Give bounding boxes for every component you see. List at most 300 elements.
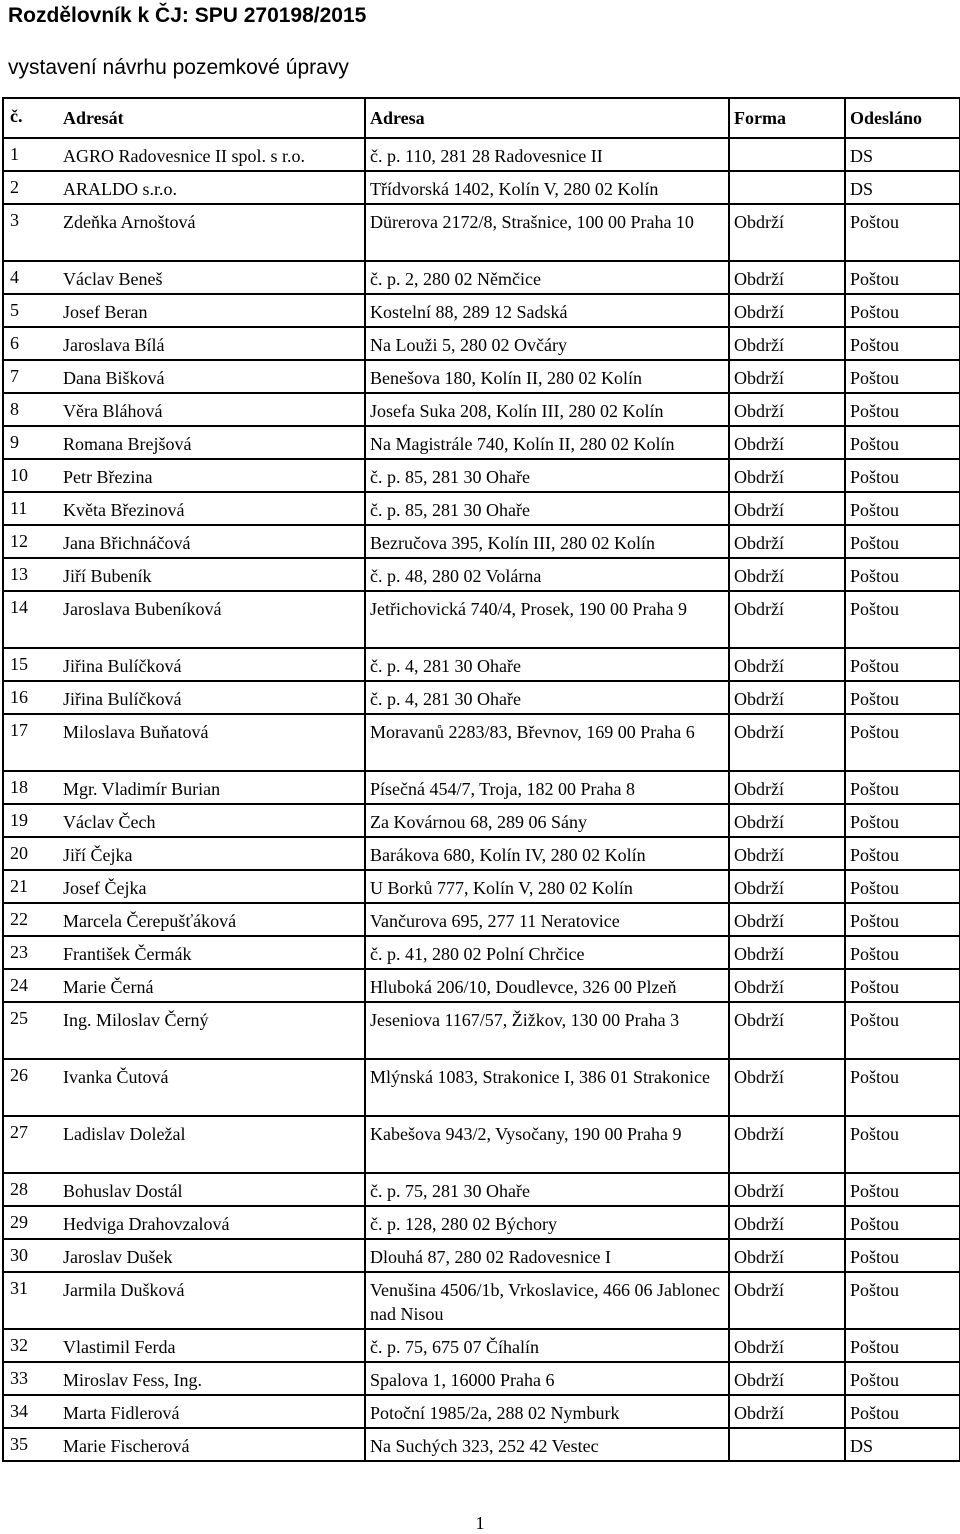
address-cell [365, 294, 729, 327]
sent-method: Poštou [850, 212, 900, 232]
address-cell [365, 1362, 729, 1395]
sent-cell [845, 837, 960, 870]
table-row [3, 1272, 960, 1329]
recipient-cell [3, 558, 365, 591]
table-row [3, 771, 960, 804]
sent-method: Poštou [850, 779, 900, 799]
delivery-form: Obdrží [734, 722, 784, 742]
address-cell [365, 360, 729, 393]
recipient-address: č. p. 110, 281 28 Radovesnice II [370, 146, 603, 166]
table-row [3, 327, 960, 360]
sent-cell [845, 1239, 960, 1272]
recipient-cell [3, 261, 365, 294]
form-cell [729, 393, 845, 426]
delivery-form [730, 139, 844, 144]
form-cell [729, 1395, 845, 1428]
table-row [3, 936, 960, 969]
address-cell [365, 1329, 729, 1362]
row-number: 25 [10, 1008, 28, 1028]
delivery-form: Obdrží [734, 911, 784, 931]
sent-cell [845, 1395, 960, 1428]
address-cell [365, 870, 729, 903]
document-subtitle: vystavení návrhu pozemkové úpravy [8, 56, 349, 79]
recipient-address: Třídvorská 1402, Kolín V, 280 02 Kolín [370, 179, 659, 199]
recipient-address: Barákova 680, Kolín IV, 280 02 Kolín [370, 845, 646, 865]
sent-cell [845, 1329, 960, 1362]
table-row [3, 294, 960, 327]
sent-cell [845, 591, 960, 648]
table-row [3, 1329, 960, 1362]
delivery-form: Obdrží [734, 368, 784, 388]
recipient-address: Na Magistrále 740, Kolín II, 280 02 Kolín [370, 434, 675, 454]
row-number: 32 [10, 1335, 28, 1355]
address-cell [365, 426, 729, 459]
delivery-form: Obdrží [734, 689, 784, 709]
header-form-cell [729, 98, 845, 138]
address-cell [365, 1002, 729, 1059]
row-number: 24 [10, 975, 28, 995]
row-number: 34 [10, 1401, 28, 1421]
row-number: 31 [10, 1278, 28, 1298]
form-cell [729, 648, 845, 681]
delivery-form: Obdrží [734, 878, 784, 898]
recipient-address: č. p. 4, 281 30 Ohaře [370, 689, 521, 709]
row-number: 14 [10, 597, 28, 617]
sent-cell [845, 1428, 960, 1461]
address-cell [365, 393, 729, 426]
row-number: 5 [10, 300, 19, 320]
delivery-form: Obdrží [734, 1370, 784, 1390]
address-cell [365, 459, 729, 492]
address-cell [365, 804, 729, 837]
table-row [3, 1173, 960, 1206]
sent-method: Poštou [850, 1067, 900, 1087]
address-cell [365, 492, 729, 525]
sent-method: Poštou [850, 656, 900, 676]
header-num-name-cell [3, 98, 365, 138]
recipient-cell [3, 714, 365, 771]
recipient-address: Hluboká 206/10, Doudlevce, 326 00 Plzeň [370, 977, 677, 997]
address-cell [365, 1116, 729, 1173]
sent-cell [845, 138, 960, 171]
sent-cell [845, 426, 960, 459]
row-number: 8 [10, 399, 19, 419]
recipient-cell [3, 903, 365, 936]
recipient-name: Petr Březina [63, 467, 153, 487]
table-row [3, 591, 960, 648]
recipient-name: Věra Bláhová [63, 401, 163, 421]
delivery-form: Obdrží [734, 401, 784, 421]
sent-cell [845, 936, 960, 969]
recipient-cell [3, 648, 365, 681]
sent-method: DS [850, 179, 874, 199]
recipient-name: Vlastimil Ferda [63, 1337, 176, 1357]
sent-method: Poštou [850, 1337, 900, 1357]
recipient-name: Jaroslav Dušek [63, 1247, 173, 1267]
row-number: 4 [10, 267, 19, 287]
recipient-address: Benešova 180, Kolín II, 280 02 Kolín [370, 368, 642, 388]
form-cell [729, 1206, 845, 1239]
form-cell [729, 681, 845, 714]
recipient-name: František Čermák [63, 944, 192, 964]
address-cell [365, 1428, 729, 1461]
recipient-cell [3, 1428, 365, 1461]
sent-method: Poštou [850, 599, 900, 619]
table-row [3, 261, 960, 294]
sent-cell [845, 558, 960, 591]
recipient-name: Hedviga Drahovzalová [63, 1214, 230, 1234]
table-row [3, 714, 960, 771]
address-cell [365, 525, 729, 558]
delivery-form: Obdrží [734, 977, 784, 997]
recipient-cell [3, 459, 365, 492]
address-cell [365, 1173, 729, 1206]
recipient-address: Za Kovárnou 68, 289 06 Sány [370, 812, 587, 832]
sent-cell [845, 492, 960, 525]
table-row [3, 1116, 960, 1173]
sent-cell [845, 1059, 960, 1116]
header-sent: Odesláno [850, 108, 923, 128]
address-cell [365, 936, 729, 969]
recipient-address: Spalova 1, 16000 Praha 6 [370, 1370, 555, 1390]
sent-cell [845, 714, 960, 771]
recipient-name: Marcela Čerepušťáková [63, 911, 237, 931]
recipient-name: Romana Brejšová [63, 434, 192, 454]
table-row [3, 492, 960, 525]
header-num: č. [10, 106, 23, 126]
form-cell [729, 459, 845, 492]
recipient-cell [3, 1173, 365, 1206]
row-number: 16 [10, 687, 28, 707]
recipient-cell [3, 492, 365, 525]
row-number: 2 [10, 177, 19, 197]
form-cell [729, 969, 845, 1002]
row-number: 7 [10, 366, 19, 386]
form-cell [729, 1116, 845, 1173]
recipient-address: Potoční 1985/2a, 288 02 Nymburk [370, 1403, 620, 1423]
sent-cell [845, 771, 960, 804]
recipient-cell [3, 426, 365, 459]
recipient-address: Vančurova 695, 277 11 Neratovice [370, 911, 620, 931]
address-cell [365, 1239, 729, 1272]
table-row [3, 681, 960, 714]
table-row [3, 1395, 960, 1428]
recipient-name: Josef Beran [63, 302, 148, 322]
sent-cell [845, 903, 960, 936]
table-row [3, 969, 960, 1002]
recipient-address: Jeseniova 1167/57, Žižkov, 130 00 Praha 3 [370, 1010, 680, 1030]
form-cell [729, 171, 845, 204]
recipient-cell [3, 1059, 365, 1116]
table-row [3, 648, 960, 681]
row-number: 18 [10, 777, 28, 797]
sent-method: Poštou [850, 1124, 900, 1144]
row-number: 26 [10, 1065, 28, 1085]
recipient-address: Venušina 4506/1b, Vrkoslavice, 466 06 Jablonec nad Nisou [370, 1280, 721, 1324]
recipient-name: Ladislav Doležal [63, 1124, 186, 1144]
sent-cell [845, 1116, 960, 1173]
sent-method: Poštou [850, 845, 900, 865]
sent-method: Poštou [850, 1280, 900, 1300]
table-row [3, 804, 960, 837]
address-cell [365, 969, 729, 1002]
recipient-address: Jetřichovická 740/4, Prosek, 190 00 Praha 9 [370, 599, 687, 619]
form-cell [729, 837, 845, 870]
sent-method: Poštou [850, 878, 900, 898]
recipient-address: č. p. 41, 280 02 Polní Chrčice [370, 944, 585, 964]
row-number: 33 [10, 1368, 28, 1388]
form-cell [729, 936, 845, 969]
sent-method: Poštou [850, 722, 900, 742]
address-cell [365, 681, 729, 714]
recipient-name: ARALDO s.r.o. [63, 179, 178, 199]
recipient-cell [3, 771, 365, 804]
header-sent-cell [845, 98, 960, 138]
sent-cell [845, 525, 960, 558]
delivery-form [730, 172, 844, 177]
recipient-cell [3, 204, 365, 261]
recipient-address: Kabešova 943/2, Vysočany, 190 00 Praha 9 [370, 1124, 682, 1144]
table-row [3, 426, 960, 459]
row-number: 29 [10, 1212, 28, 1232]
recipient-cell [3, 1206, 365, 1239]
address-cell [365, 1395, 729, 1428]
table-row [3, 1206, 960, 1239]
form-cell [729, 1362, 845, 1395]
recipient-name: Jiří Čejka [63, 845, 133, 865]
recipient-cell [3, 1395, 365, 1428]
address-cell [365, 1272, 729, 1329]
recipient-name: Václav Čech [63, 812, 156, 832]
form-cell [729, 1173, 845, 1206]
recipient-cell [3, 936, 365, 969]
form-cell [729, 492, 845, 525]
recipient-name: Zdeňka Arnoštová [63, 212, 196, 232]
sent-cell [845, 1272, 960, 1329]
form-cell [729, 1329, 845, 1362]
form-cell [729, 294, 845, 327]
recipient-name: Jaroslava Bílá [63, 335, 165, 355]
sent-cell [845, 459, 960, 492]
recipient-cell [3, 393, 365, 426]
sent-method: Poštou [850, 1181, 900, 1201]
address-cell [365, 558, 729, 591]
recipient-cell [3, 1272, 365, 1329]
recipient-address: Na Louži 5, 280 02 Ovčáry [370, 335, 567, 355]
delivery-form: Obdrží [734, 335, 784, 355]
sent-cell [845, 393, 960, 426]
recipient-address: Mlýnská 1083, Strakonice I, 386 01 Strakonice [370, 1067, 710, 1087]
recipient-cell [3, 1002, 365, 1059]
address-cell [365, 204, 729, 261]
address-cell [365, 1206, 729, 1239]
delivery-form: Obdrží [734, 1124, 784, 1144]
recipient-name: Jaroslava Bubeníková [63, 599, 222, 619]
sent-method: DS [850, 1436, 874, 1456]
table-row [3, 138, 960, 171]
recipient-name: Mgr. Vladimír Burian [63, 779, 221, 799]
table-row [3, 171, 960, 204]
sent-method: Poštou [850, 401, 900, 421]
delivery-form [730, 1429, 844, 1434]
row-number: 9 [10, 432, 19, 452]
sent-cell [845, 969, 960, 1002]
sent-cell [845, 1206, 960, 1239]
table-row [3, 360, 960, 393]
form-cell [729, 261, 845, 294]
delivery-form: Obdrží [734, 212, 784, 232]
row-number: 12 [10, 531, 28, 551]
recipient-name: Marta Fidlerová [63, 1403, 180, 1423]
table-row [3, 837, 960, 870]
delivery-form: Obdrží [734, 1403, 784, 1423]
recipient-name: Jiřina Bulíčková [63, 689, 182, 709]
table-row [3, 1362, 960, 1395]
sent-method: Poštou [850, 944, 900, 964]
table-row [3, 558, 960, 591]
delivery-form: Obdrží [734, 566, 784, 586]
delivery-form: Obdrží [734, 656, 784, 676]
sent-method: Poštou [850, 467, 900, 487]
recipient-cell [3, 837, 365, 870]
form-cell [729, 804, 845, 837]
row-number: 28 [10, 1179, 28, 1199]
table-row [3, 1002, 960, 1059]
row-number: 21 [10, 876, 28, 896]
delivery-form: Obdrží [734, 599, 784, 619]
recipient-cell [3, 1329, 365, 1362]
recipient-address: Písečná 454/7, Troja, 182 00 Praha 8 [370, 779, 635, 799]
table-body [3, 138, 960, 1461]
sent-cell [845, 1002, 960, 1059]
address-cell [365, 1059, 729, 1116]
sent-cell [845, 870, 960, 903]
recipient-cell [3, 360, 365, 393]
sent-method: Poštou [850, 368, 900, 388]
row-number: 1 [10, 144, 19, 164]
recipient-name: Marie Černá [63, 977, 154, 997]
sent-cell [845, 648, 960, 681]
recipient-address: Dlouhá 87, 280 02 Radovesnice I [370, 1247, 611, 1267]
recipient-name: Marie Fischerová [63, 1436, 190, 1456]
form-cell [729, 1002, 845, 1059]
recipient-name: Václav Beneš [63, 269, 163, 289]
sent-method: Poštou [850, 434, 900, 454]
header-address: Adresa [370, 108, 425, 128]
row-number: 17 [10, 720, 28, 740]
delivery-form: Obdrží [734, 1280, 784, 1300]
header-form: Forma [734, 108, 786, 128]
form-cell [729, 1272, 845, 1329]
address-cell [365, 591, 729, 648]
table-row [3, 870, 960, 903]
recipient-name: Jiří Bubeník [63, 566, 152, 586]
row-number: 15 [10, 654, 28, 674]
recipient-address: Kostelní 88, 289 12 Sadská [370, 302, 568, 322]
sent-cell [845, 294, 960, 327]
sent-cell [845, 171, 960, 204]
recipient-address: č. p. 85, 281 30 Ohaře [370, 467, 530, 487]
recipient-cell [3, 1362, 365, 1395]
header-name: Adresát [63, 108, 124, 128]
address-cell [365, 903, 729, 936]
address-cell [365, 327, 729, 360]
recipient-cell [3, 969, 365, 1002]
document-title: Rozdělovník k ČJ: SPU 270198/2015 [8, 4, 367, 27]
recipient-cell [3, 294, 365, 327]
recipient-address: č. p. 4, 281 30 Ohaře [370, 656, 521, 676]
header-address-cell [365, 98, 729, 138]
recipient-address: Dürerova 2172/8, Strašnice, 100 00 Praha 10 [370, 212, 694, 232]
form-cell [729, 1059, 845, 1116]
address-cell [365, 138, 729, 171]
sent-cell [845, 261, 960, 294]
sent-method: Poštou [850, 911, 900, 931]
form-cell [729, 903, 845, 936]
delivery-form: Obdrží [734, 1214, 784, 1234]
recipient-cell [3, 171, 365, 204]
recipient-cell [3, 525, 365, 558]
form-cell [729, 870, 845, 903]
sent-cell [845, 327, 960, 360]
recipient-address: č. p. 75, 675 07 Číhalín [370, 1337, 539, 1357]
sent-method: Poštou [850, 1403, 900, 1423]
sent-method: Poštou [850, 500, 900, 520]
delivery-form: Obdrží [734, 434, 784, 454]
page-number: 1 [475, 1513, 485, 1533]
delivery-form: Obdrží [734, 779, 784, 799]
form-cell [729, 771, 845, 804]
row-number: 22 [10, 909, 28, 929]
row-number: 30 [10, 1245, 28, 1265]
row-number: 10 [10, 465, 28, 485]
recipient-address: Josefa Suka 208, Kolín III, 280 02 Kolín [370, 401, 664, 421]
form-cell [729, 360, 845, 393]
recipient-name: Josef Čejka [63, 878, 147, 898]
row-number: 13 [10, 564, 28, 584]
delivery-form: Obdrží [734, 533, 784, 553]
form-cell [729, 558, 845, 591]
table-row [3, 204, 960, 261]
sent-method: Poštou [850, 1010, 900, 1030]
recipient-name: Jarmila Dušková [63, 1280, 185, 1300]
recipient-address: Bezručova 395, Kolín III, 280 02 Kolín [370, 533, 655, 553]
sent-cell [845, 1362, 960, 1395]
recipient-name: Miloslava Buňatová [63, 722, 209, 742]
address-cell [365, 771, 729, 804]
address-cell [365, 261, 729, 294]
table-row [3, 1428, 960, 1461]
delivery-form: Obdrží [734, 845, 784, 865]
row-number: 23 [10, 942, 28, 962]
table-header-row [3, 98, 960, 138]
recipient-cell [3, 138, 365, 171]
recipient-address: Moravanů 2283/83, Břevnov, 169 00 Praha 6 [370, 722, 695, 742]
sent-cell [845, 204, 960, 261]
recipient-cell [3, 591, 365, 648]
sent-method: Poštou [850, 977, 900, 997]
delivery-form: Obdrží [734, 302, 784, 322]
row-number: 3 [10, 210, 19, 230]
sent-method: Poštou [850, 566, 900, 586]
recipient-address: č. p. 85, 281 30 Ohaře [370, 500, 530, 520]
recipient-name: Bohuslav Dostál [63, 1181, 183, 1201]
delivery-form: Obdrží [734, 269, 784, 289]
delivery-form: Obdrží [734, 944, 784, 964]
sent-method: Poštou [850, 1247, 900, 1267]
form-cell [729, 1239, 845, 1272]
recipient-name: Květa Březinová [63, 500, 185, 520]
